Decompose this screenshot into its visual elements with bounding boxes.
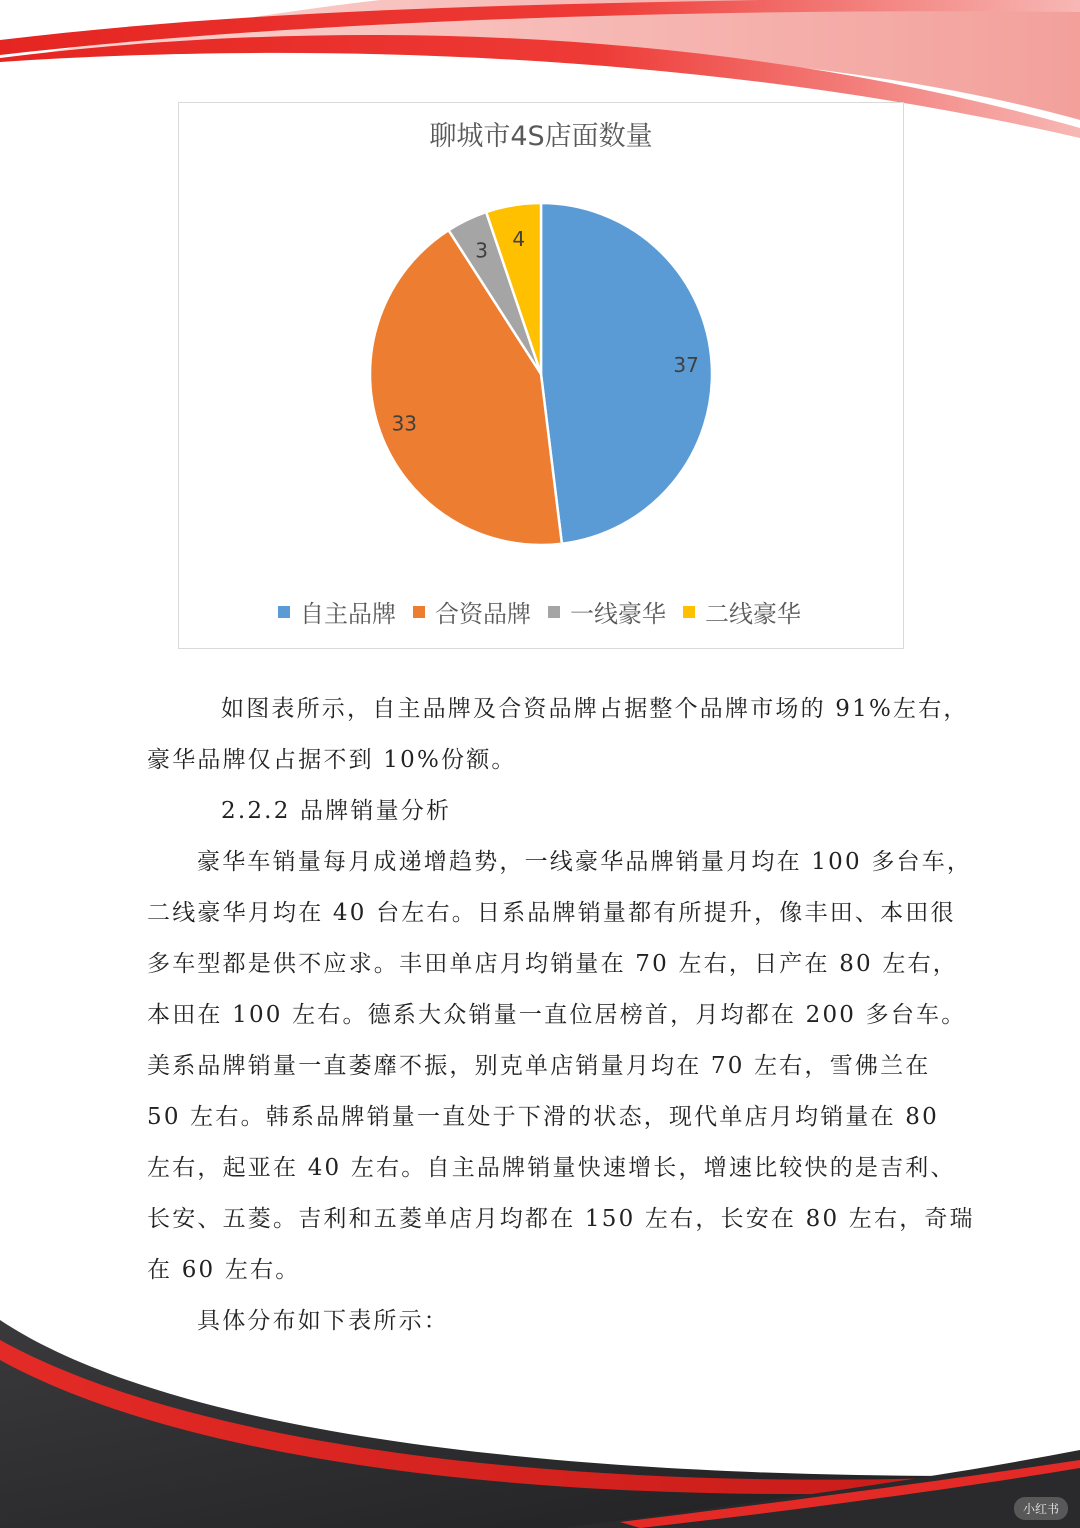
paragraph-line: 具体分布如下表所示： xyxy=(197,1308,449,1334)
paragraph-line: 50 左右。韩系品牌销量一直处于下滑的状态，现代单店月均销量在 80 xyxy=(147,1104,939,1130)
paragraph-line: 如图表所示，自主品牌及合资品牌占据整个品牌市场的 91%左右， xyxy=(221,696,969,722)
document-body xyxy=(147,684,975,1347)
paragraph-line: 豪华车销量每月成递增趋势，一线豪华品牌销量月均在 100 多台车， xyxy=(197,849,973,875)
watermark-badge: 小红书 xyxy=(1014,1497,1068,1520)
paragraph-line: 在 60 左右。 xyxy=(147,1257,301,1283)
footer-decoration xyxy=(0,1300,1080,1528)
legend-swatch xyxy=(278,606,290,618)
paragraph-line: 美系品牌销量一直萎靡不振，别克单店销量月均在 70 左右，雪佛兰在 xyxy=(147,1053,931,1079)
chart-title: 聊城市4S店面数量 xyxy=(429,121,653,152)
legend-swatch xyxy=(413,606,425,618)
paragraph-line: 二线豪华月均在 40 台左右。日系品牌销量都有所提升，像丰田、本田很 xyxy=(147,900,956,926)
data-label: 3 xyxy=(475,238,489,263)
legend-label: 合资品牌 xyxy=(435,600,531,628)
legend-label: 一线豪华 xyxy=(570,600,666,628)
paragraph-line: 本田在 100 左右。德系大众销量一直位居榜首，月均都在 200 多台车。 xyxy=(147,1002,967,1028)
data-label: 4 xyxy=(512,227,526,252)
legend-label: 自主品牌 xyxy=(300,600,396,628)
paragraph-line: 豪华品牌仅占据不到 10%份额。 xyxy=(147,747,517,773)
paragraph-line: 长安、五菱。吉利和五菱单店月均都在 150 左右，长安在 80 左右，奇瑞 xyxy=(147,1206,975,1232)
data-label: 33 xyxy=(391,411,418,436)
legend-label: 二线豪华 xyxy=(705,600,801,628)
pie-chart xyxy=(178,102,904,649)
legend-swatch xyxy=(548,606,560,618)
data-label: 37 xyxy=(673,353,699,378)
legend-swatch xyxy=(683,606,695,618)
paragraph-line: 多车型都是供不应求。丰田单店月均销量在 70 左右，日产在 80 左右， xyxy=(147,951,958,977)
paragraph-line: 左右，起亚在 40 左右。自主品牌销量快速增长，增速比较快的是吉利、 xyxy=(147,1155,956,1181)
section-heading: 2.2.2 品牌销量分析 xyxy=(221,798,452,824)
